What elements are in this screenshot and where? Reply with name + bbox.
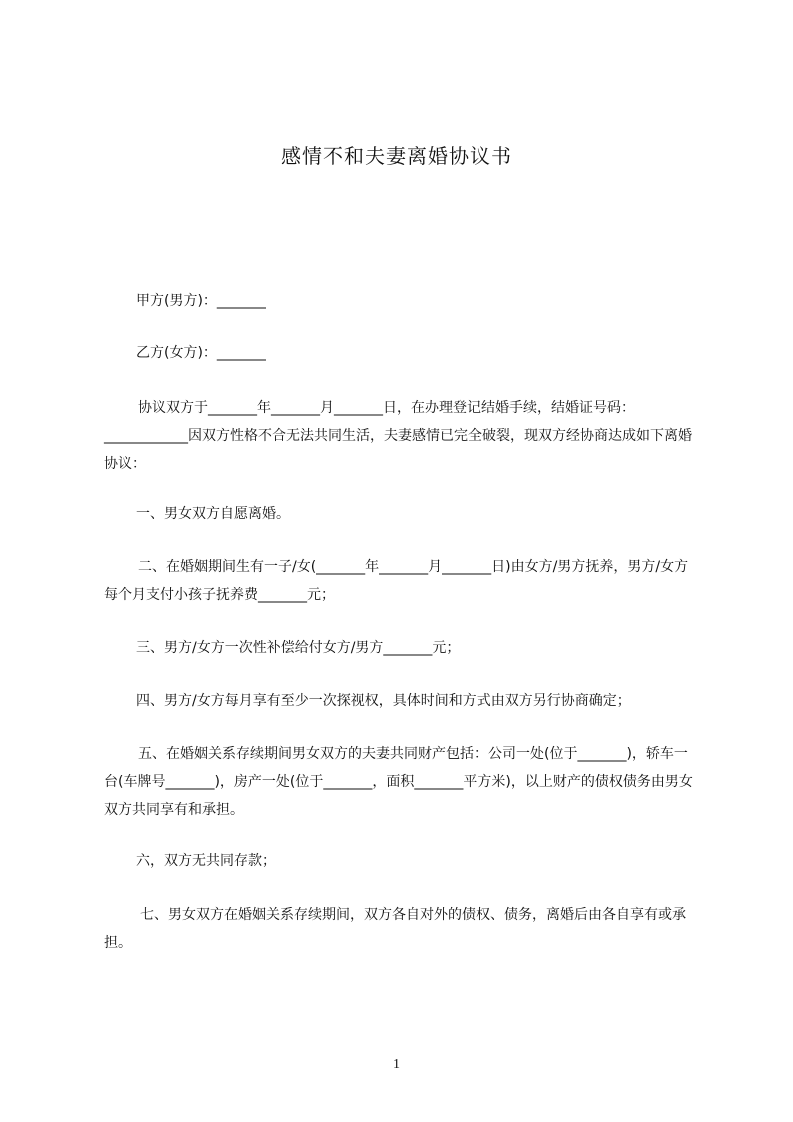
page-number: 1 (393, 1057, 400, 1072)
clause-6: 六，双方无共同存款； (136, 853, 276, 869)
clause-3: 三、男方/女方一次性补偿给付女方/男方_______元； (136, 640, 461, 656)
party-b-line: 乙方(女方)：_______ (136, 345, 266, 361)
clause-2: 二、在婚姻期间生有一子/女(_______年_______月_______日)由女方/男方抚养，男方/女方每个月支付小孩子抚养费_______元； (104, 559, 689, 603)
document-title: 感情不和夫妻离婚协议书 (281, 144, 512, 168)
clause-1: 一、男女双方自愿离婚。 (136, 506, 290, 522)
clause-7: 七、男女双方在婚姻关系存续期间，双方各自对外的债权、债务，离婚后由各自享有或承担。 (104, 907, 686, 951)
clause-5: 五、在婚姻关系存续期间男女双方的夫妻共同财产包括：公司一处(位于_______)，轿车一台(车牌号_______)，房产一处(位于_______，面积_______平方米)，以上财产的债权债务由男女双方共同享有和承担。 (104, 746, 693, 818)
intro-paragraph: 协议双方于_______年_______月_______日，在办理登记结婚手续，结婚证号码：____________因双方性格不合无法共同生活，夫妻感情已完全破裂，现双方经协商达成如下离婚协议： (104, 400, 692, 472)
clause-4: 四、男方/女方每月享有至少一次探视权，具体时间和方式由双方另行协商确定； (136, 693, 631, 709)
party-a-line: 甲方(男方)：_______ (136, 293, 266, 309)
